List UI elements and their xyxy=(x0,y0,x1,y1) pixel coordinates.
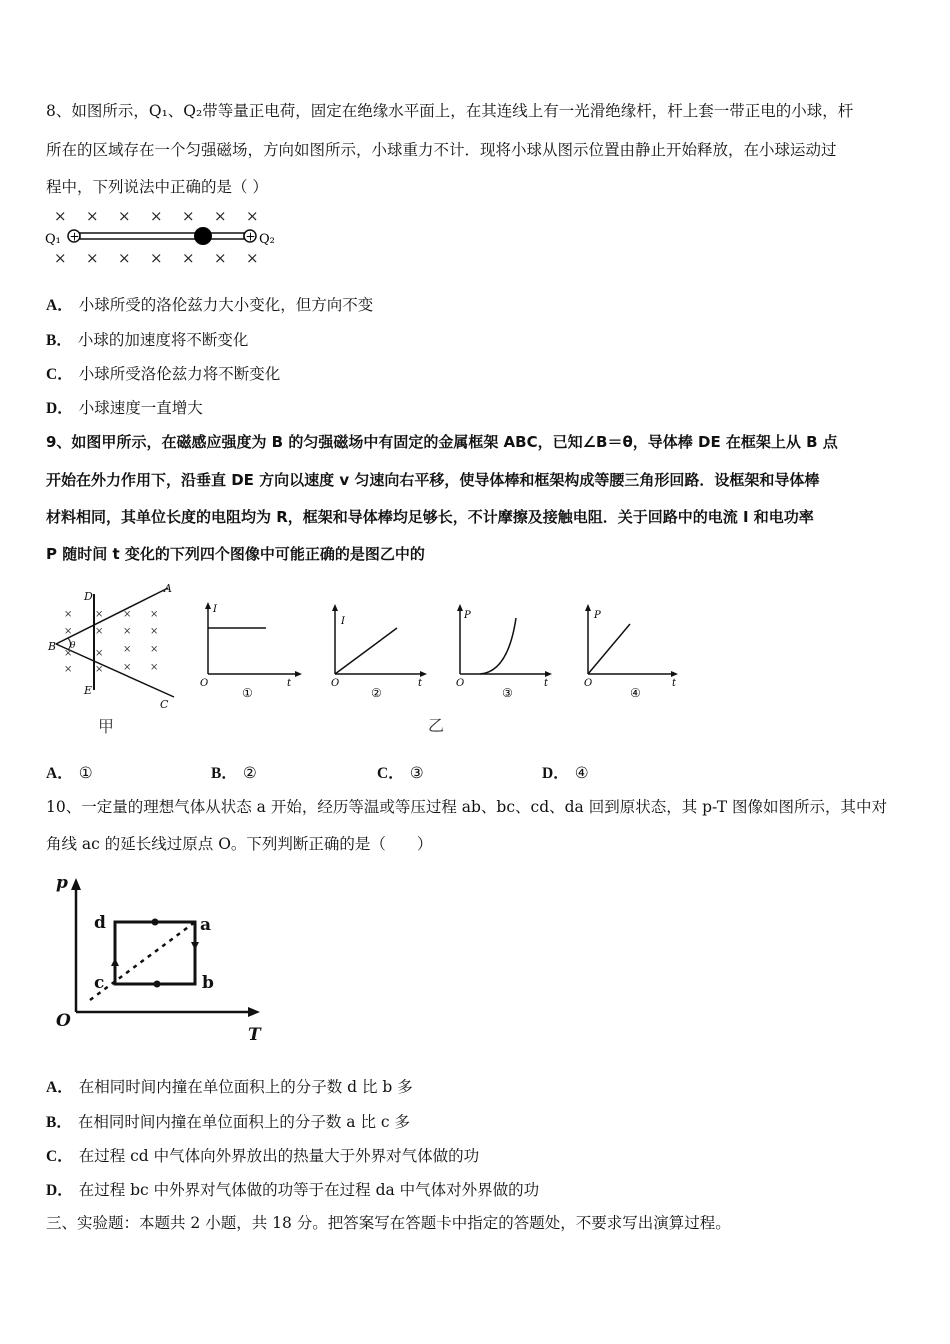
svg-text:×: × xyxy=(95,664,104,675)
svg-text:×: × xyxy=(246,207,259,225)
q10-option-b[interactable]: B． 在相同时间内撞在单位面积上的分子数 a 比 c 多 xyxy=(46,1113,410,1131)
cycle-rectangle xyxy=(115,922,195,984)
curve xyxy=(335,628,397,674)
svg-text:×: × xyxy=(150,609,159,620)
svg-text:×: × xyxy=(54,207,67,225)
svg-text:×: × xyxy=(150,626,159,637)
svg-text:P: P xyxy=(594,610,601,621)
svg-text:×: × xyxy=(118,249,131,267)
q9-option-a[interactable]: A． ① xyxy=(46,764,93,782)
svg-text:×: × xyxy=(54,249,67,267)
svg-text:×: × xyxy=(150,644,159,655)
svg-text:×: × xyxy=(64,664,73,675)
svg-text:×: × xyxy=(150,249,163,267)
q10-option-d[interactable]: D． 在过程 bc 中外界对气体做的功等于在过程 da 中气体对外界做的功 xyxy=(46,1181,540,1199)
q9-graph-1 xyxy=(198,602,308,702)
label-e: E xyxy=(84,684,93,697)
q9-option-b[interactable]: B． ② xyxy=(211,764,257,782)
point-c: c xyxy=(94,973,105,993)
svg-text:×: × xyxy=(123,626,132,637)
q9-option-c[interactable]: C． ③ xyxy=(377,764,424,782)
svg-text:×: × xyxy=(214,249,227,267)
caption-jia: 甲 xyxy=(98,717,115,736)
q8-line-2: 所在的区域存在一个匀强磁场，方向如图所示，小球重力不计．现将小球从图示位置由静止开始释放，在小球运动过 xyxy=(46,141,837,159)
q9-line-4: P 随时间 t 变化的下列四个图像中可能正确的是图乙中的 xyxy=(46,545,425,563)
svg-text:I: I xyxy=(341,616,345,627)
svg-text:①: ① xyxy=(242,686,253,700)
svg-text:②: ② xyxy=(371,686,382,700)
q8-line-1: 8、如图所示，Q₁、Q₂带等量正电荷，固定在绝缘水平面上，在其连线上有一光滑绝缘杆，杆上套一带正电的小球，杆 xyxy=(46,102,854,120)
svg-text:×: × xyxy=(86,249,99,267)
svg-text:×: × xyxy=(95,626,104,637)
label-a: A xyxy=(164,582,172,595)
magnetic-field-crosses-top xyxy=(54,207,259,225)
q10-pT-diagram xyxy=(50,868,275,1048)
svg-text:×: × xyxy=(246,249,259,267)
label-theta: θ xyxy=(70,641,76,651)
svg-text:×: × xyxy=(64,609,73,620)
q9-option-d[interactable]: D． ④ xyxy=(542,764,589,782)
svg-text:t: t xyxy=(672,678,677,689)
caption-yi: 乙 xyxy=(428,716,445,735)
q9-graph-3 xyxy=(452,602,562,702)
point-b: b xyxy=(202,973,214,993)
q9-line-2: 开始在外力作用下，沿垂直 DE 方向以速度 v 匀速向右平移，使导体棒和框架构成等腰三角形回路．设框架和导体棒 xyxy=(46,471,820,489)
q9-line-1: 9、如图甲所示，在磁感应强度为 B 的匀强磁场中有固定的金属框架 ABC，已知∠B＝θ，导体棒 DE 在框架上从 B 点 xyxy=(46,433,838,451)
label-d: D xyxy=(84,590,93,603)
svg-text:+: + xyxy=(69,229,80,244)
svg-text:③: ③ xyxy=(502,686,513,700)
diagonal-ac xyxy=(90,922,195,1000)
q9-graph-2 xyxy=(325,602,435,702)
svg-text:×: × xyxy=(123,609,132,620)
q9-figure-jia xyxy=(46,582,186,712)
svg-text:P: P xyxy=(464,610,471,621)
q10-line-1: 10、一定量的理想气体从状态 a 开始，经历等温或等压过程 ab、bc、cd、da 回到原状态，其 p-T 图像如图所示，其中对 xyxy=(46,798,888,816)
svg-text:×: × xyxy=(86,207,99,225)
axis-p: p xyxy=(56,873,68,893)
label-c: C xyxy=(160,698,169,711)
svg-text:×: × xyxy=(64,648,73,659)
magnetic-field-crosses-bottom xyxy=(54,249,259,267)
origin-o: O xyxy=(56,1011,71,1031)
q9-graph-4 xyxy=(580,602,690,702)
svg-text:t: t xyxy=(544,678,549,689)
svg-text:④: ④ xyxy=(630,686,641,700)
svg-text:+: + xyxy=(245,229,256,244)
svg-text:O: O xyxy=(456,678,465,689)
insulating-rod xyxy=(80,233,244,239)
q2-label: Q₂ xyxy=(259,232,275,247)
svg-text:O: O xyxy=(331,678,340,689)
q8-option-d[interactable]: D． 小球速度一直增大 xyxy=(46,399,203,417)
q8-option-b[interactable]: B． 小球的加速度将不断变化 xyxy=(46,331,249,349)
svg-text:×: × xyxy=(64,626,73,637)
point-a: a xyxy=(200,915,212,935)
svg-text:O: O xyxy=(200,678,209,689)
q10-option-a[interactable]: A． 在相同时间内撞在单位面积上的分子数 d 比 b 多 xyxy=(46,1078,413,1096)
svg-text:×: × xyxy=(214,207,227,225)
q10-line-2: 角线 ac 的延长线过原点 O。下列判断正确的是（ ） xyxy=(46,835,433,853)
svg-text:O: O xyxy=(584,678,593,689)
q8-option-c[interactable]: C． 小球所受洛伦兹力将不断变化 xyxy=(46,365,281,383)
q8-line-3: 程中，下列说法中正确的是（ ） xyxy=(46,178,268,196)
q10-option-c[interactable]: C． 在过程 cd 中气体向外界放出的热量大于外界对气体做的功 xyxy=(46,1147,480,1165)
point-d: d xyxy=(94,913,106,933)
q8-figure xyxy=(44,205,294,267)
charged-ball xyxy=(194,227,212,245)
svg-text:×: × xyxy=(95,648,104,659)
svg-text:×: × xyxy=(123,644,132,655)
q9-line-3: 材料相同，其单位长度的电阻均为 R，框架和导体棒均足够长，不计摩擦及接触电阻．关于回路中的电流 I 和电功率 xyxy=(46,508,814,526)
field-crosses xyxy=(64,609,158,675)
svg-text:×: × xyxy=(95,609,104,620)
svg-text:I: I xyxy=(213,604,217,615)
section-3-heading: 三、实验题：本题共 2 小题，共 18 分。把答案写在答题卡中指定的答题处，不要求写出演算过程。 xyxy=(46,1214,731,1232)
label-b: B xyxy=(48,640,57,653)
svg-text:×: × xyxy=(182,207,195,225)
curve xyxy=(588,624,630,674)
svg-text:t: t xyxy=(418,678,423,689)
svg-text:×: × xyxy=(150,207,163,225)
svg-text:t: t xyxy=(287,678,292,689)
svg-text:×: × xyxy=(182,249,195,267)
q1-label: Q₁ xyxy=(45,232,61,247)
curve xyxy=(480,618,516,674)
svg-text:×: × xyxy=(150,662,159,673)
svg-text:×: × xyxy=(118,207,131,225)
svg-text:×: × xyxy=(123,662,132,673)
axis-t: T xyxy=(248,1025,261,1045)
q8-option-a[interactable]: A． 小球所受的洛伦兹力大小变化，但方向不变 xyxy=(46,296,374,314)
